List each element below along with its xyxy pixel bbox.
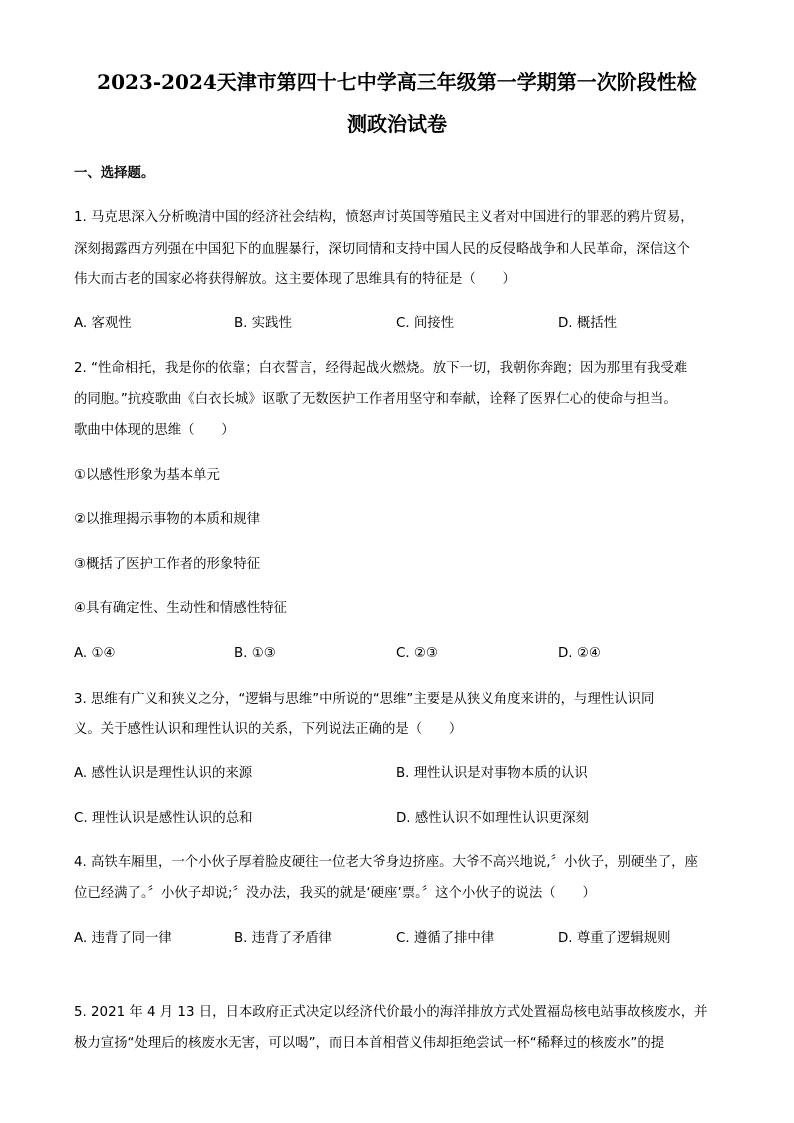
- q4-option-c: C. 遵循了排中律: [396, 931, 495, 946]
- q3-option-d: D. 感性认识不如理性认识更深刻: [396, 811, 589, 826]
- q1-text-line: 1. 马克思深入分析晚清中国的经济社会结构，愤怒声讨英国等殖民主义者对中国进行的罪恶的鸦片贸易，: [74, 210, 694, 225]
- q5-text-line: 极力宣扬“处理后的核废水无害，可以喝”，而日本首相菅义伟却拒绝尝试一杯“稀释过的核废水”的提: [74, 1036, 665, 1051]
- q2-text-line: 的同胞。”抗疫歌曲《白衣长城》讴歌了无数医护工作者用坚守和奉献，诠释了医界仁心的使命与担当。: [74, 392, 677, 407]
- q4-text-line: 位已经满了。〞小伙子却说;〞没办法，我买的就是‘硬座’票。〞这个小伙子的说法（ ）: [74, 886, 596, 901]
- q4-option-d: D. 尊重了逻辑规则: [558, 931, 671, 946]
- q4-option-a: A. 违背了同一律: [74, 931, 172, 946]
- q4-option-b: B. 违背了矛盾律: [234, 931, 333, 946]
- q1-option-a: A. 客观性: [74, 316, 132, 331]
- section-heading: 一、选择题。: [74, 165, 155, 181]
- q3-option-a: A. 感性认识是理性认识的来源: [74, 766, 253, 781]
- q2-option-a: A. ①④: [74, 646, 116, 661]
- q3-option-b: B. 理性认识是对事物本质的认识: [396, 766, 588, 781]
- q2-text-line: 歌曲中体现的思维（ ）: [74, 423, 235, 438]
- q1-option-b: B. 实践性: [234, 316, 292, 331]
- q1-option-d: D. 概括性: [558, 316, 617, 331]
- q3-option-c: C. 理性认识是感性认识的总和: [74, 811, 253, 826]
- q5-text-line: 5. 2021 年 4 月 13 日，日本政府正式决定以经济代价最小的海洋排放方式处置福岛核电站事故核废水，并: [74, 1005, 708, 1020]
- q1-option-c: C. 间接性: [396, 316, 455, 331]
- q2-text-line: 2. “性命相托，我是你的依靠；白衣誓言，经得起战火燃烧。放下一切，我朝你奔跑；因为那里有我受难: [74, 361, 688, 376]
- q2-statement: ③概括了医护工作者的形象特征: [74, 557, 261, 572]
- q3-text-line: 3. 思维有广义和狭义之分，“逻辑与思维”中所说的“思维”主要是从狭义角度来讲的，与理性认识同: [74, 692, 655, 707]
- q2-option-c: C. ②③: [396, 646, 438, 661]
- q3-text-line: 义。关于感性认识和理性认识的关系，下列说法正确的是（ ）: [74, 722, 463, 737]
- q2-statement: ②以推理揭示事物的本质和规律: [74, 512, 261, 527]
- q1-text-line: 深刻揭露西方列强在中国犯下的血腥暴行，深切同情和支持中国人民的反侵略战争和人民革命，深信这个: [74, 242, 690, 257]
- q2-statement: ①以感性形象为基本单元: [74, 468, 220, 483]
- exam-title-line-2: 测政治试卷: [347, 112, 447, 136]
- q1-text-line: 伟大而古老的国家必将获得解放。这主要体现了思维具有的特征是（ ）: [74, 272, 516, 287]
- q2-option-b: B. ①③: [234, 646, 276, 661]
- q4-text-line: 4. 高铁车厢里，一个小伙子厚着脸皮硬往一位老大爷身边挤座。大爷不高兴地说,〞小伙子，别硬坐了，座: [74, 855, 698, 870]
- q2-statement: ④具有确定性、生动性和情感性特征: [74, 601, 287, 616]
- exam-title-line-1: 2023-2024天津市第四十七中学高三年级第一学期第一次阶段性检: [97, 70, 697, 94]
- q2-option-d: D. ②④: [558, 646, 601, 661]
